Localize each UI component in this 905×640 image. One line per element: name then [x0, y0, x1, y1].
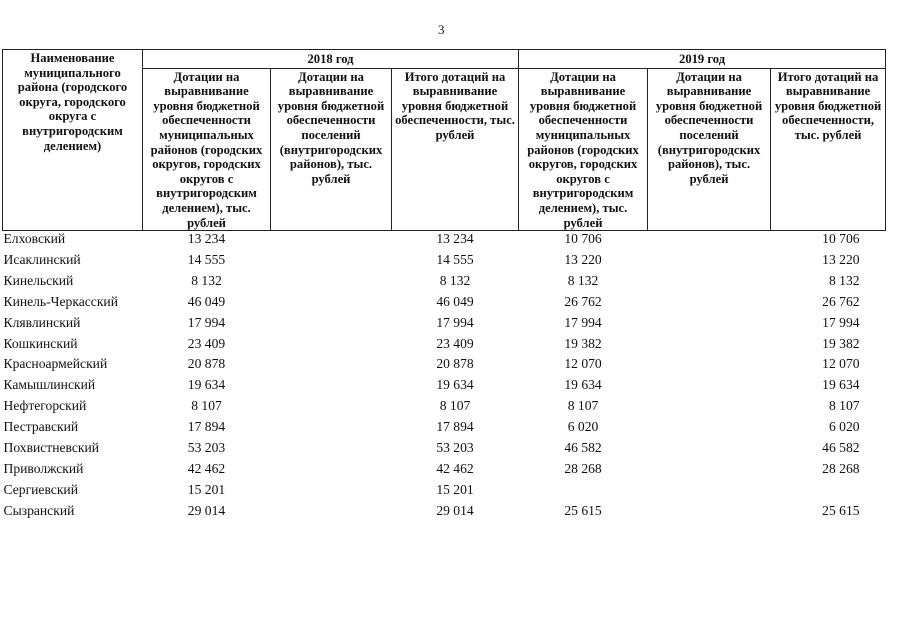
- value-2019-total-cell: 19 382: [822, 335, 860, 351]
- value-2018-settlements-cell: [271, 482, 392, 503]
- value-2019-settlements-cell: [648, 356, 771, 377]
- table-row: [3, 294, 886, 315]
- value-2019-districts-cell: 25 615: [564, 502, 602, 518]
- district-name-cell: Исаклинский: [3, 252, 81, 268]
- page-number: 3: [438, 22, 445, 37]
- value-2018-districts-cell: 53 203: [187, 440, 226, 456]
- value-2018-settlements-cell: [271, 252, 392, 273]
- value-2019-districts-cell: 6 020: [567, 419, 599, 435]
- value-2019-total-cell: 28 268: [822, 460, 860, 476]
- column-header-2019-settlements: Дотации на выравнивание уровня бюджетной обеспеченности поселений (внутригородских районов), тыс. рублей: [648, 68, 771, 231]
- column-header-name: Наименование муниципального района (городского округа, городского округа с внутригородским делением): [3, 50, 143, 231]
- district-name-cell: Клявлинский: [3, 314, 81, 330]
- value-2018-settlements-cell: [271, 503, 392, 524]
- value-2019-districts-cell: 17 994: [564, 314, 602, 330]
- value-2018-total-cell: 8 107: [439, 398, 471, 414]
- value-2018-total-cell: 29 014: [436, 502, 474, 518]
- value-2019-settlements-cell: [648, 252, 771, 273]
- value-2019-total-cell: 19 634: [822, 377, 860, 393]
- value-2018-settlements-cell: [271, 231, 392, 252]
- value-2019-districts-cell: 28 268: [564, 460, 602, 476]
- table-row: [3, 440, 886, 461]
- table-row: [3, 315, 886, 336]
- value-2019-districts-cell: [519, 482, 648, 503]
- value-2019-settlements-cell: [648, 231, 771, 252]
- table-row: [3, 461, 886, 482]
- value-2018-settlements-cell: [271, 461, 392, 482]
- column-header-2018-total: Итого дотаций на выравнивание уровня бюджетной обеспеченности, тыс. рублей: [392, 68, 519, 231]
- header-year-row: [3, 50, 886, 69]
- value-2018-total-cell: 13 234: [436, 231, 474, 247]
- value-2018-settlements-cell: [271, 377, 392, 398]
- value-2018-total-cell: 8 132: [439, 272, 471, 288]
- table-body: [3, 231, 886, 524]
- column-header-2018-settlements: Дотации на выравнивание уровня бюджетной обеспеченности поселений (внутригородских районов), тыс. рублей: [271, 68, 392, 231]
- value-2019-districts-cell: 8 107: [567, 398, 599, 414]
- value-2019-total-cell: 10 706: [822, 231, 860, 247]
- value-2018-settlements-cell: [271, 273, 392, 294]
- value-2019-total-cell: 8 132: [828, 272, 860, 288]
- value-2018-districts-cell: 15 201: [187, 481, 226, 497]
- value-2019-settlements-cell: [648, 440, 771, 461]
- value-2018-districts-cell: 17 894: [187, 419, 226, 435]
- value-2018-total-cell: 20 878: [436, 356, 474, 372]
- value-2019-total-cell: 26 762: [822, 293, 860, 309]
- value-2018-districts-cell: 23 409: [187, 335, 226, 351]
- district-name-cell: Похвистневский: [3, 440, 100, 456]
- value-2019-settlements-cell: [648, 294, 771, 315]
- district-name-cell: Елховский: [3, 231, 66, 247]
- table-row: [3, 419, 886, 440]
- table-row: [3, 377, 886, 398]
- district-name-cell: Красноармейский: [3, 356, 108, 372]
- value-2018-districts-cell: 19 634: [187, 377, 226, 393]
- value-2019-settlements-cell: [648, 273, 771, 294]
- value-2018-districts-cell: 8 132: [191, 272, 222, 288]
- value-2019-districts-cell: 12 070: [564, 356, 602, 372]
- value-2019-total-cell: 13 220: [822, 252, 860, 268]
- value-2018-settlements-cell: [271, 315, 392, 336]
- value-2019-settlements-cell: [648, 419, 771, 440]
- table-row: [3, 503, 886, 524]
- value-2018-districts-cell: 14 555: [187, 252, 226, 268]
- district-name-cell: Пестравский: [3, 419, 79, 435]
- value-2019-total-cell: 25 615: [822, 502, 860, 518]
- district-name-cell: Сызранский: [3, 502, 75, 518]
- value-2019-districts-cell: 10 706: [564, 231, 602, 247]
- value-2018-total-cell: 53 203: [436, 440, 474, 456]
- value-2019-settlements-cell: [648, 336, 771, 357]
- table-row: [3, 356, 886, 377]
- value-2019-total-cell: 12 070: [822, 356, 860, 372]
- table-row: [3, 398, 886, 419]
- value-2018-total-cell: 46 049: [436, 293, 474, 309]
- column-header-2018-districts: Дотации на выравнивание уровня бюджетной обеспеченности муниципальных районов (городских округов, городских округов с внутригородским делением), тыс. рублей: [143, 68, 271, 231]
- budget-subsidy-table-section: [2, 49, 885, 524]
- value-2018-districts-cell: 13 234: [187, 231, 226, 247]
- value-2019-total-cell: 8 107: [828, 398, 860, 414]
- value-2019-total-cell: [771, 482, 886, 503]
- year-header-2019: 2019 год: [519, 50, 886, 69]
- value-2018-total-cell: 42 462: [436, 460, 474, 476]
- value-2019-settlements-cell: [648, 461, 771, 482]
- value-2018-districts-cell: 29 014: [187, 502, 226, 518]
- district-name-cell: Кошкинский: [3, 335, 78, 351]
- column-header-2019-districts: Дотации на выравнивание уровня бюджетной обеспеченности муниципальных районов (городских округов, городских округов с внутригородским делением), тыс. рублей: [519, 68, 648, 231]
- table-row: [3, 482, 886, 503]
- value-2018-settlements-cell: [271, 440, 392, 461]
- value-2018-districts-cell: 42 462: [187, 460, 226, 476]
- value-2019-settlements-cell: [648, 315, 771, 336]
- value-2019-settlements-cell: [648, 503, 771, 524]
- table-row: [3, 252, 886, 273]
- value-2019-districts-cell: 19 382: [564, 335, 602, 351]
- budget-subsidy-table: [2, 49, 886, 524]
- district-name-cell: Кинельский: [3, 272, 74, 288]
- value-2018-districts-cell: 8 107: [191, 398, 222, 414]
- value-2019-settlements-cell: [648, 398, 771, 419]
- value-2019-districts-cell: 8 132: [567, 272, 599, 288]
- value-2019-total-cell: 17 994: [822, 314, 860, 330]
- value-2018-districts-cell: 17 994: [187, 314, 226, 330]
- table-row: [3, 336, 886, 357]
- value-2018-total-cell: 17 994: [436, 314, 474, 330]
- district-name-cell: Кинель-Черкасский: [3, 293, 118, 309]
- value-2018-districts-cell: 46 049: [187, 293, 226, 309]
- table-row: [3, 231, 886, 252]
- value-2019-districts-cell: 19 634: [564, 377, 602, 393]
- value-2018-total-cell: 14 555: [436, 252, 474, 268]
- year-header-2018: 2018 год: [143, 50, 519, 69]
- value-2019-total-cell: 6 020: [828, 419, 860, 435]
- value-2018-settlements-cell: [271, 336, 392, 357]
- value-2018-settlements-cell: [271, 398, 392, 419]
- district-name-cell: Сергиевский: [3, 481, 78, 497]
- value-2019-districts-cell: 13 220: [564, 252, 602, 268]
- value-2019-districts-cell: 26 762: [564, 293, 602, 309]
- value-2018-total-cell: 15 201: [436, 481, 474, 497]
- value-2019-settlements-cell: [648, 377, 771, 398]
- value-2018-total-cell: 17 894: [436, 419, 474, 435]
- value-2018-total-cell: 19 634: [436, 377, 474, 393]
- value-2018-total-cell: 23 409: [436, 335, 474, 351]
- value-2018-settlements-cell: [271, 419, 392, 440]
- value-2019-districts-cell: 46 582: [564, 440, 602, 456]
- value-2018-districts-cell: 20 878: [187, 356, 226, 372]
- value-2019-total-cell: 46 582: [822, 440, 860, 456]
- district-name-cell: Камышлинский: [3, 377, 96, 393]
- value-2018-settlements-cell: [271, 294, 392, 315]
- table-row: [3, 273, 886, 294]
- column-header-2019-total: Итого дотаций на выравнивание уровня бюджетной обеспеченности, тыс. рублей: [771, 68, 886, 231]
- district-name-cell: Нефтегорский: [3, 398, 87, 414]
- district-name-cell: Приволжский: [3, 460, 84, 476]
- value-2018-settlements-cell: [271, 356, 392, 377]
- value-2019-settlements-cell: [648, 482, 771, 503]
